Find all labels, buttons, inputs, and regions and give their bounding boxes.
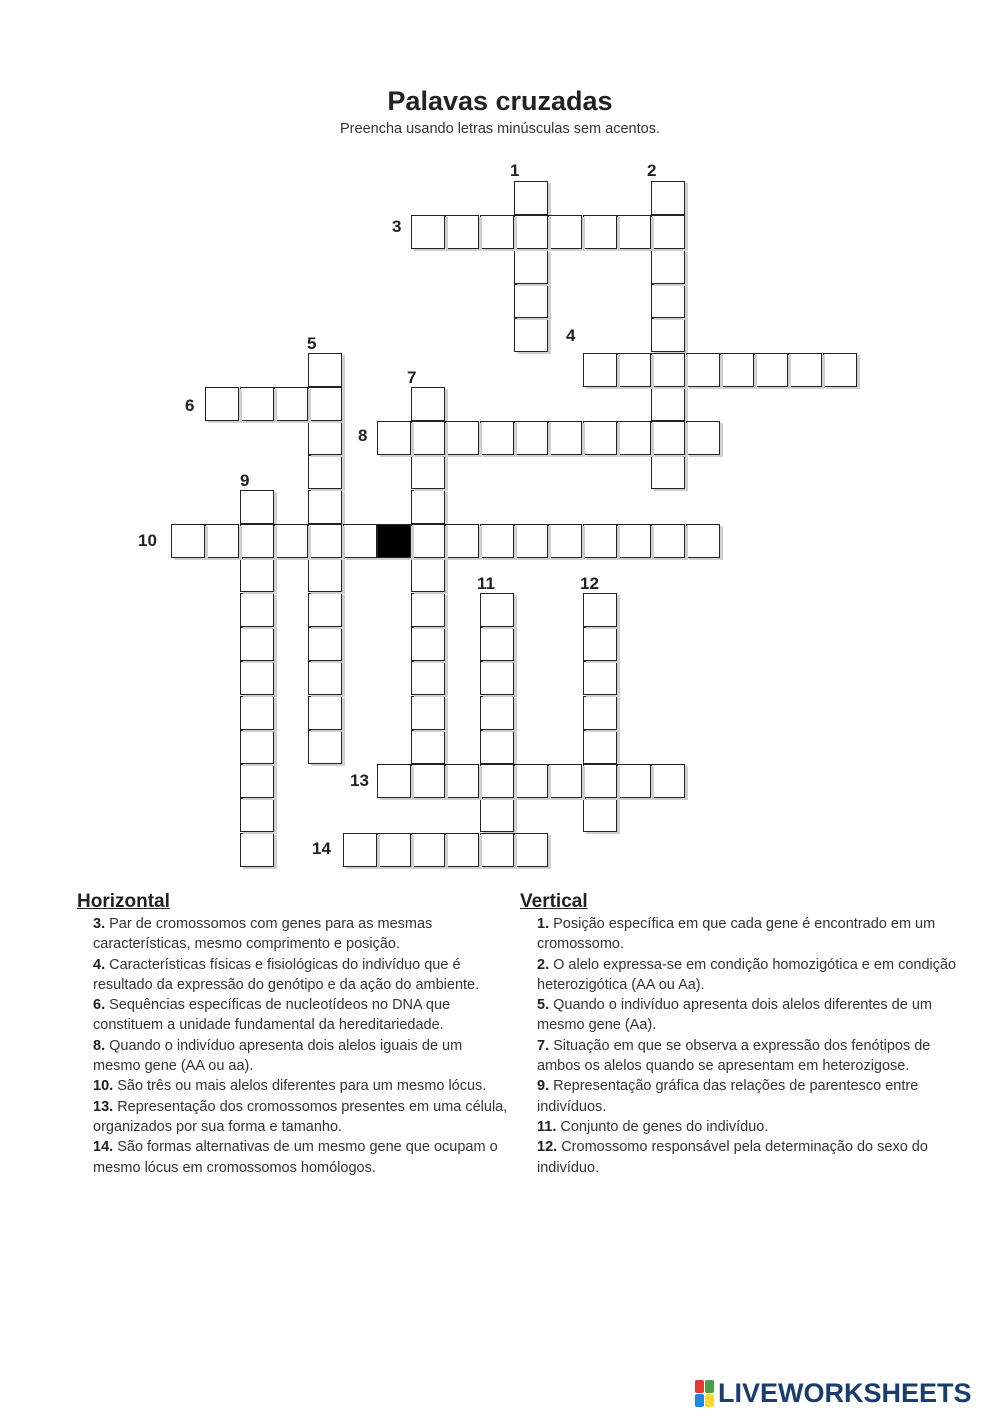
crossword-cell[interactable] [651, 353, 685, 387]
crossword-cell[interactable] [274, 387, 308, 421]
crossword-cell[interactable] [171, 524, 205, 558]
crossword-cell[interactable] [480, 798, 514, 832]
logo-tile [705, 1394, 714, 1407]
clue-item-text: Representação gráfica das relações de parentesco entre indivíduos. [537, 1078, 919, 1115]
crossword-cell[interactable] [514, 250, 548, 284]
crossword-cell[interactable] [651, 250, 685, 284]
logo-tile [705, 1380, 714, 1393]
crossword-cell[interactable] [651, 318, 685, 352]
crossword-cell[interactable] [308, 730, 342, 764]
crossword-cell[interactable] [617, 353, 651, 387]
crossword-cell[interactable] [480, 764, 514, 798]
clue-number-10: 10 [138, 531, 157, 550]
clue-item-number: 12. [537, 1139, 558, 1156]
clue-item-text: São três ou mais alelos diferentes para um mesmo lócus. [117, 1078, 487, 1095]
crossword-cell[interactable] [548, 215, 582, 249]
crossword-cell[interactable] [686, 421, 720, 455]
crossword-cell[interactable] [240, 730, 274, 764]
crossword-cell[interactable] [583, 627, 617, 661]
clue-item-text: Representação dos cromossomos presentes em uma célula, organizados por sua forma e tamanho. [93, 1098, 508, 1135]
clue-item-text: Características físicas e fisiológicas do indivíduo que é resultado da expressão do genótipo e da ação do ambiente. [93, 956, 480, 993]
crossword-cell[interactable] [548, 524, 582, 558]
clue-item [93, 1036, 513, 1077]
page-subtitle: Preencha usando letras minúsculas sem acentos. [340, 121, 660, 137]
crossword-cell[interactable] [548, 421, 582, 455]
clue-item-number: 5. [537, 997, 550, 1014]
crossword-cell[interactable] [240, 661, 274, 695]
clue-item-text: Par de cromossomos com genes para as mesmas características, mesmo comprimento e posição. [93, 916, 433, 953]
crossword-cell[interactable] [411, 593, 445, 627]
crossword-cell[interactable] [343, 524, 377, 558]
clue-item-number: 6. [93, 997, 106, 1014]
crossword-cell[interactable] [823, 353, 857, 387]
crossword-cell[interactable] [445, 764, 479, 798]
clue-number-7: 7 [407, 368, 417, 387]
vertical-heading: Vertical [520, 891, 588, 912]
crossword-cell[interactable] [308, 455, 342, 489]
crossword-cell[interactable] [514, 284, 548, 318]
clue-item [93, 1076, 513, 1096]
clue-item-number: 9. [537, 1078, 550, 1095]
crossword-cell[interactable] [480, 421, 514, 455]
clue-item [537, 995, 957, 1036]
crossword-cell[interactable] [240, 558, 274, 592]
crossword-cell[interactable] [651, 764, 685, 798]
clue-number-5: 5 [307, 334, 317, 353]
crossword-cell[interactable] [480, 833, 514, 867]
clue-number-4: 4 [566, 326, 576, 345]
clue-item [537, 1117, 957, 1137]
horizontal-heading: Horizontal [77, 891, 170, 912]
liveworksheets-mark-icon [695, 1380, 714, 1407]
clue-item [93, 1097, 513, 1138]
crossword-cell[interactable] [205, 524, 239, 558]
crossword-cell[interactable] [411, 421, 445, 455]
clue-item [537, 1076, 957, 1117]
crossword-cell[interactable] [411, 661, 445, 695]
crossword-cell[interactable] [720, 353, 754, 387]
crossword-cell[interactable] [411, 833, 445, 867]
crossword-cell[interactable] [445, 524, 479, 558]
crossword-cell[interactable] [617, 421, 651, 455]
clue-item [93, 955, 513, 996]
clue-item-number: 10. [93, 1078, 114, 1095]
crossword-cell[interactable] [583, 593, 617, 627]
clue-number-9: 9 [240, 471, 250, 490]
crossword-cell[interactable] [480, 661, 514, 695]
crossword-cell[interactable] [411, 764, 445, 798]
page-title: Palavas cruzadas [387, 86, 613, 116]
crossword-cell[interactable] [651, 455, 685, 489]
clue-item-text: Sequências específicas de nucleotídeos no DNA que constituem a unidade fundamental da hereditariedade. [93, 997, 451, 1034]
crossword-cell[interactable] [240, 764, 274, 798]
crossword-cell[interactable] [583, 764, 617, 798]
clue-item [93, 914, 513, 955]
crossword-cell[interactable] [377, 421, 411, 455]
clue-item-text: Conjunto de genes do indivíduo. [560, 1118, 769, 1135]
clue-item-number: 7. [537, 1037, 550, 1054]
crossword-cell[interactable] [514, 833, 548, 867]
crossword-cell[interactable] [411, 215, 445, 249]
crossword-cell[interactable] [377, 764, 411, 798]
clue-item-text: São formas alternativas de um mesmo gene que ocupam o mesmo lócus em cromossomos homólogos. [93, 1139, 498, 1176]
crossword-cell[interactable] [788, 353, 822, 387]
crossword-cell[interactable] [651, 421, 685, 455]
crossword-cell[interactable] [308, 627, 342, 661]
crossword-cell[interactable] [274, 524, 308, 558]
crossword-cell[interactable] [308, 593, 342, 627]
crossword-cell[interactable] [686, 353, 720, 387]
horizontal-clue-list [93, 914, 513, 1178]
crossword-cell[interactable] [617, 215, 651, 249]
crossword-cell[interactable] [617, 764, 651, 798]
clue-number-13: 13 [350, 771, 369, 790]
clue-number-3: 3 [392, 217, 402, 236]
clue-item [93, 995, 513, 1036]
logo-tile [695, 1394, 704, 1407]
clue-number-6: 6 [185, 396, 195, 415]
crossword-cell[interactable] [240, 798, 274, 832]
crossword-cell[interactable] [651, 387, 685, 421]
crossword-cell[interactable] [445, 833, 479, 867]
crossword-cell[interactable] [308, 558, 342, 592]
clue-item [537, 1137, 957, 1178]
crossword-cell[interactable] [583, 353, 617, 387]
clue-item-text: Situação em que se observa a expressão dos fenótipos de ambos os alelos quando se apresentam em heterozigose. [537, 1037, 931, 1075]
crossword-cell[interactable] [651, 181, 685, 215]
crossword-cell[interactable] [411, 524, 445, 558]
clue-number-11: 11 [477, 574, 495, 593]
crossword-cell[interactable] [583, 524, 617, 558]
crossword-cell[interactable] [583, 798, 617, 832]
crossword-cell[interactable] [514, 215, 548, 249]
crossword-cell[interactable] [480, 627, 514, 661]
clue-item-text: Cromossomo responsável pela determinação do sexo do indivíduo. [537, 1139, 928, 1176]
clue-item [537, 914, 957, 955]
clue-item-number: 2. [537, 956, 550, 973]
clue-item [537, 1036, 957, 1077]
crossword-cell[interactable] [514, 421, 548, 455]
clue-item-text: O alelo expressa-se em condição homozigótica e em condição heterozigótica (AA ou Aa). [537, 956, 957, 993]
crossword-cell[interactable] [308, 490, 342, 524]
crossword-cell[interactable] [240, 593, 274, 627]
clue-item-number: 4. [93, 956, 106, 973]
clue-item-text: Posição específica em que cada gene é encontrado em um cromossomo. [537, 916, 936, 953]
crossword-cell[interactable] [240, 696, 274, 730]
clue-item-text: Quando o indivíduo apresenta dois alelos iguais de um mesmo gene (AA ou aa). [93, 1037, 463, 1075]
crossword-cell[interactable] [514, 764, 548, 798]
crossword-cell[interactable] [480, 215, 514, 249]
clue-item-number: 1. [537, 916, 550, 932]
logo-tile [695, 1380, 704, 1393]
crossword-cell[interactable] [411, 490, 445, 524]
crossword-cell[interactable] [240, 833, 274, 867]
crossword-cell[interactable] [308, 421, 342, 455]
vertical-clue-list [537, 914, 957, 1178]
crossword-cell[interactable] [205, 387, 239, 421]
crossword-cell[interactable] [411, 730, 445, 764]
crossword-cell[interactable] [377, 833, 411, 867]
crossword-cell[interactable] [343, 833, 377, 867]
crossword-cell[interactable] [240, 627, 274, 661]
crossword-cell[interactable] [686, 524, 720, 558]
clue-item [537, 955, 957, 996]
clue-item-number: 13. [93, 1098, 114, 1115]
crossword-cell[interactable] [411, 455, 445, 489]
crossword-cell[interactable] [411, 696, 445, 730]
crossword-cell[interactable] [308, 661, 342, 695]
clue-number-14: 14 [312, 839, 331, 858]
crossword-cell[interactable] [308, 696, 342, 730]
crossword-cell[interactable] [651, 284, 685, 318]
crossword-cell[interactable] [651, 524, 685, 558]
crossword-cell[interactable] [754, 353, 788, 387]
crossword-cell[interactable] [583, 421, 617, 455]
crossword-cell[interactable] [411, 387, 445, 421]
crossword-cell[interactable] [480, 730, 514, 764]
clue-item-number: 3. [93, 916, 106, 932]
crossword-cell[interactable] [308, 387, 342, 421]
clue-item-text: Quando o indivíduo apresenta dois alelos diferentes de um mesmo gene (Aa). [537, 997, 932, 1034]
crossword-cell[interactable] [240, 490, 274, 524]
logo-text: LIVEWORKSHEETS [718, 1378, 972, 1408]
clue-number-1: 1 [510, 161, 520, 180]
liveworksheets-logo [695, 1378, 972, 1409]
crossword-cell[interactable] [583, 730, 617, 764]
crossword-cell[interactable] [445, 421, 479, 455]
crossword-cell[interactable] [411, 558, 445, 592]
crossword-cell[interactable] [240, 387, 274, 421]
crossword-cell[interactable] [583, 696, 617, 730]
crossword-cell[interactable] [308, 524, 342, 558]
clue-number-12: 12 [580, 574, 599, 593]
blocked-cell [377, 524, 411, 558]
crossword-cell[interactable] [480, 696, 514, 730]
crossword-cell[interactable] [651, 215, 685, 249]
clue-item-number: 14. [93, 1139, 114, 1156]
crossword-cell[interactable] [617, 524, 651, 558]
clue-item [93, 1137, 513, 1178]
clue-number-8: 8 [358, 426, 368, 445]
crossword-cell[interactable] [514, 524, 548, 558]
crossword-cell[interactable] [583, 215, 617, 249]
crossword-cell[interactable] [240, 524, 274, 558]
crossword-cell[interactable] [583, 661, 617, 695]
clue-number-2: 2 [647, 161, 657, 180]
crossword-cell[interactable] [411, 627, 445, 661]
crossword-cell[interactable] [548, 764, 582, 798]
clue-item-number: 8. [93, 1037, 106, 1054]
crossword-cell[interactable] [514, 318, 548, 352]
crossword-cell[interactable] [308, 353, 342, 387]
crossword-cell[interactable] [480, 524, 514, 558]
crossword-cell[interactable] [514, 181, 548, 215]
crossword-cell[interactable] [480, 593, 514, 627]
clue-item-number: 11. [537, 1118, 557, 1135]
crossword-cell[interactable] [445, 215, 479, 249]
